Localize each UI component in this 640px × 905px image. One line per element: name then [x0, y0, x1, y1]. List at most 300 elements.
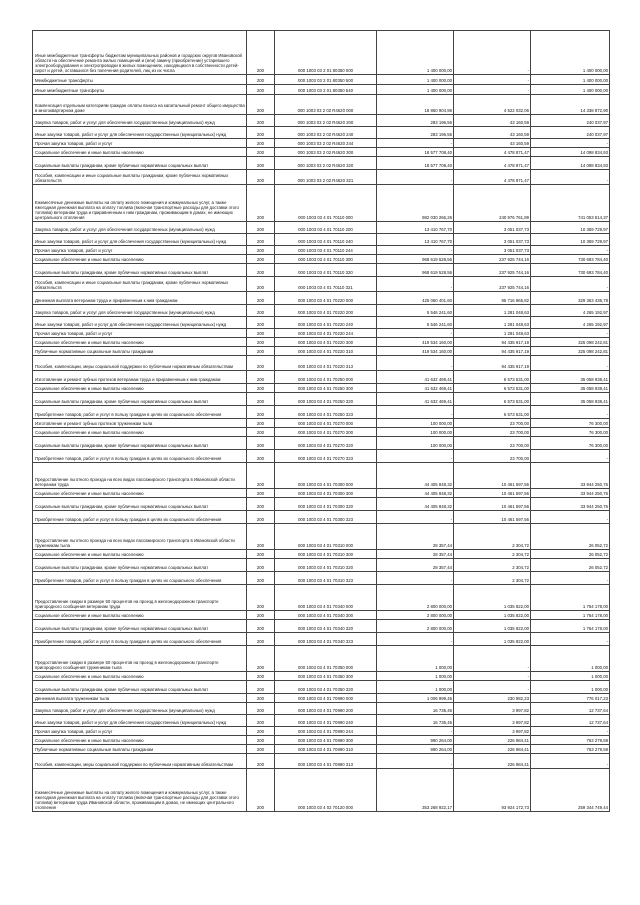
row-kbk-cell: 000 1003 03 4 01 70990 200 — [275, 703, 377, 715]
row-plan-cell: 1 000,00 — [377, 672, 454, 681]
row-rest-cell: 14 338 872,90 — [531, 95, 610, 115]
row-name-cell: Пособия, компенсации, меры социальной поддержки по публичным нормативным обязательствам — [33, 356, 247, 371]
row-code-cell: 200 — [247, 222, 275, 234]
row-code-cell: 200 — [247, 703, 275, 715]
row-kbk-cell: 000 1003 03 2 02 R4620 240 — [275, 127, 377, 139]
row-name-cell: Денежная выплата труженикам тыла — [33, 694, 247, 703]
row-kbk-cell: 000 1003 03 2 02 R4620 320 — [275, 157, 377, 170]
row-plan-cell: 18 577 708,40 — [377, 148, 454, 157]
row-rest-cell: - — [531, 633, 610, 646]
table-row — [33, 611, 610, 620]
row-code-cell: 200 — [247, 148, 275, 157]
row-kbk-cell: 000 1003 03 4 01 70300 323 — [275, 511, 377, 524]
row-kbk-cell: 000 1003 03 4 01 70250 323 — [275, 406, 377, 419]
row-name-cell: Иные закупки товаров, работ и услуг для обеспечения государственных (муниципальных) нужд — [33, 317, 247, 329]
row-exec-cell: 94 435 917,19 — [454, 356, 531, 371]
row-kbk-cell: 000 1003 03 4 01 70310 300 — [275, 550, 377, 559]
row-code-cell: 200 — [247, 85, 275, 95]
row-plan-cell: - — [377, 727, 454, 736]
row-name-cell: Закупка товаров, работ и услуг для обеспечения государственных (муниципальных) нужд — [33, 115, 247, 127]
row-kbk-cell: 000 1003 03 4 01 70350 000 — [275, 646, 377, 672]
row-exec-cell: 1 281 048,63 — [454, 329, 531, 338]
row-kbk-cell: 000 1003 03 4 01 70340 300 — [275, 611, 377, 620]
table-row — [33, 264, 610, 277]
row-code-cell: 200 — [247, 406, 275, 419]
row-exec-cell: 4 522 032,06 — [454, 95, 531, 115]
row-code-cell: 200 — [247, 277, 275, 292]
row-name-cell: Социальные выплаты гражданам, кроме публичных нормативных социальных выплат — [33, 559, 247, 572]
table-row — [33, 329, 610, 338]
row-kbk-cell: 000 1003 03 4 01 70990 310 — [275, 745, 377, 754]
row-kbk-cell: 000 1003 03 4 01 70110 320 — [275, 264, 377, 277]
row-code-cell: 200 — [247, 139, 275, 148]
row-rest-cell: - — [531, 246, 610, 255]
table-row — [33, 170, 610, 185]
row-name-cell: Публичные нормативные социальные выплаты гражданам — [33, 745, 247, 754]
row-plan-cell: 1 000,00 — [377, 646, 454, 672]
row-rest-cell: - — [531, 406, 610, 419]
table-row — [33, 127, 610, 139]
row-exec-cell: 23 700,00 — [454, 428, 531, 437]
table-row — [33, 646, 610, 672]
row-rest-cell: 12 737,64 — [531, 715, 610, 727]
row-plan-cell: 16 735,46 — [377, 703, 454, 715]
row-name-cell: Предоставление скидки в размере 50 процентов на проезд в железнодорожном транспорте пригородного сообщения труженикам тыла — [33, 646, 247, 672]
row-rest-cell: 4 265 192,97 — [531, 305, 610, 317]
row-exec-cell: 1 035 822,00 — [454, 633, 531, 646]
row-name-cell: Пособия, компенсации, меры социальной поддержки по публичным нормативным обязательствам — [33, 754, 247, 769]
row-name-cell: Закупка товаров, работ и услуг для обеспечения государственных (муниципальных) нужд — [33, 222, 247, 234]
row-rest-cell: - — [531, 511, 610, 524]
row-kbk-cell: 000 1003 03 4 01 70990 244 — [275, 727, 377, 736]
row-plan-cell: 28 357,44 — [377, 524, 454, 550]
row-kbk-cell: 000 1003 03 2 02 R4620 300 — [275, 148, 377, 157]
row-name-cell: Ежемесячные денежные выплаты на оплату жилого помещения и коммунальных услуг, а также ежегодная денежная выплата на оплату топлива (включая транспортные расходы для доставки этого топлива) ветеранам труда Ивановской области, проживающим в домах, не имеющих центрального отопления — [33, 769, 247, 812]
row-rest-cell: 26 052,72 — [531, 550, 610, 559]
row-exec-cell: 6 573 531,00 — [454, 384, 531, 393]
row-plan-cell: 419 534 160,00 — [377, 338, 454, 347]
row-rest-cell: 730 693 784,40 — [531, 255, 610, 264]
row-plan-cell: 41 632 469,41 — [377, 371, 454, 384]
table-row — [33, 85, 610, 95]
row-kbk-cell: 000 1003 03 2 02 R4620 200 — [275, 115, 377, 127]
row-name-cell: Иные межбюджетные трансферты — [33, 85, 247, 95]
row-code-cell: 200 — [247, 736, 275, 745]
row-kbk-cell: 000 1003 03 4 01 70250 320 — [275, 393, 377, 406]
row-plan-cell: 990 264,00 — [377, 736, 454, 745]
table-row — [33, 317, 610, 329]
row-name-cell: Компенсация отдельным категориям граждан оплаты взноса на капитальный ремонт общего имущества в многоквартирном доме — [33, 95, 247, 115]
row-name-cell: Прочая закупка товаров, работ и услуг — [33, 139, 247, 148]
row-name-cell: Прочая закупка товаров, работ и услуг — [33, 329, 247, 338]
row-rest-cell: 1 764 178,00 — [531, 585, 610, 611]
row-name-cell: Социальные выплаты гражданам, кроме публичных нормативных социальных выплат — [33, 393, 247, 406]
row-plan-cell: 968 619 528,56 — [377, 255, 454, 264]
row-rest-cell: - — [531, 277, 610, 292]
row-exec-cell: 2 304,72 — [454, 572, 531, 585]
row-name-cell: Иные межбюджетные трансферты бюджетам муниципальных районов и городских округов Ивановской области на обеспечение ремонта жилых помещений и (или) замену (приобретение) устаревшего электрооборудования и электропроводки в жилых помещениях, находящихся в собственности детей-сирот и детей, оставшихся без попечения родителей, лиц из их числа — [33, 31, 247, 75]
row-plan-cell: 1 006 999,46 — [377, 694, 454, 703]
row-name-cell: Социальные выплаты гражданам, кроме публичных нормативных социальных выплат — [33, 620, 247, 633]
row-plan-cell: - — [377, 572, 454, 585]
row-code-cell: 200 — [247, 559, 275, 572]
report-table — [32, 30, 609, 812]
table-row — [33, 703, 610, 715]
row-code-cell: 200 — [247, 715, 275, 727]
table-row — [33, 559, 610, 572]
row-plan-cell: 2 800 000,00 — [377, 620, 454, 633]
row-name-cell: Изготовление и ремонт зубных протезов ветеранам труда и приравненным к ним гражданам — [33, 371, 247, 384]
row-exec-cell: 230 982,23 — [454, 694, 531, 703]
row-name-cell: Пособия, компенсации и иные социальные выплаты гражданам, кроме публичных нормативных обязательств — [33, 277, 247, 292]
row-rest-cell: 10 359 729,97 — [531, 222, 610, 234]
row-rest-cell: 35 058 938,41 — [531, 371, 610, 384]
row-code-cell: 200 — [247, 246, 275, 255]
row-kbk-cell: 000 1003 03 4 01 70110 321 — [275, 277, 377, 292]
row-exec-cell: 10 461 597,56 — [454, 489, 531, 498]
table-row — [33, 419, 610, 428]
row-rest-cell: 325 098 242,81 — [531, 338, 610, 347]
table-row — [33, 550, 610, 559]
table-row — [33, 437, 610, 450]
row-name-cell: Изготовление и ремонт зубных протезов труженикам тыла — [33, 419, 247, 428]
row-kbk-cell: 000 1003 03 4 01 70220 240 — [275, 317, 377, 329]
row-name-cell: Социальные выплаты гражданам, кроме публичных нормативных социальных выплат — [33, 681, 247, 694]
row-rest-cell: 10 359 729,97 — [531, 234, 610, 246]
row-plan-cell: 28 357,44 — [377, 559, 454, 572]
row-kbk-cell: 000 1003 03 4 01 70220 310 — [275, 347, 377, 356]
row-kbk-cell: 000 1003 03 4 01 70110 300 — [275, 255, 377, 264]
table-row — [33, 356, 610, 371]
row-exec-cell: 23 700,00 — [454, 437, 531, 450]
row-exec-cell: 10 461 597,56 — [454, 463, 531, 489]
row-name-cell: Приобретение товаров, работ и услуг в пользу граждан в целях их социального обеспечения — [33, 511, 247, 524]
table-row — [33, 694, 610, 703]
row-rest-cell: 1 000,00 — [531, 646, 610, 672]
row-kbk-cell: 000 1003 03 4 01 70990 240 — [275, 715, 377, 727]
row-exec-cell: 10 461 597,56 — [454, 498, 531, 511]
row-plan-cell: 283 196,56 — [377, 127, 454, 139]
row-rest-cell: 1 400 000,00 — [531, 75, 610, 85]
row-name-cell: Публичные нормативные социальные выплаты гражданам — [33, 347, 247, 356]
row-rest-cell: 1 400 000,00 — [531, 31, 610, 75]
row-rest-cell: 1 000,00 — [531, 672, 610, 681]
table-row — [33, 463, 610, 489]
row-plan-cell: - — [377, 356, 454, 371]
row-exec-cell: 4 478 871,47 — [454, 148, 531, 157]
row-rest-cell: - — [531, 329, 610, 338]
row-kbk-cell: 000 1003 03 4 01 70220 000 — [275, 292, 377, 305]
row-rest-cell: 14 098 834,93 — [531, 148, 610, 157]
table-row — [33, 31, 610, 75]
row-kbk-cell: 000 1003 03 4 01 70300 300 — [275, 489, 377, 498]
row-code-cell: 200 — [247, 572, 275, 585]
row-exec-cell: 94 435 917,19 — [454, 347, 531, 356]
table-row — [33, 633, 610, 646]
row-rest-cell: 259 344 749,44 — [531, 769, 610, 812]
table-row — [33, 393, 610, 406]
row-exec-cell: 3 997,82 — [454, 715, 531, 727]
row-code-cell: 200 — [247, 754, 275, 769]
row-exec-cell: - — [454, 646, 531, 672]
row-rest-cell: 33 944 250,76 — [531, 489, 610, 498]
row-kbk-cell: 000 1003 03 4 01 70300 320 — [275, 498, 377, 511]
row-code-cell: 200 — [247, 511, 275, 524]
row-code-cell: 200 — [247, 450, 275, 463]
table-row — [33, 246, 610, 255]
table-row — [33, 292, 610, 305]
row-name-cell: Приобретение товаров, работ и услуг в пользу граждан в целях их социального обеспечения — [33, 406, 247, 419]
table-row — [33, 406, 610, 419]
row-exec-cell: 6 573 531,00 — [454, 393, 531, 406]
row-name-cell: Предоставление скидки в размере 50 процентов на проезд в железнодорожном транспорте пригородного сообщения ветеранам труда — [33, 585, 247, 611]
row-exec-cell: 1 035 822,00 — [454, 611, 531, 620]
row-name-cell: Социальное обеспечение и иные выплаты населению — [33, 255, 247, 264]
table-row — [33, 185, 610, 222]
row-code-cell: 200 — [247, 264, 275, 277]
row-name-cell: Предоставление льготного проезда на всех видах пассажирского транспорта в Ивановской области труженикам тыла — [33, 524, 247, 550]
row-plan-cell: 13 410 767,70 — [377, 234, 454, 246]
row-exec-cell: 226 984,41 — [454, 745, 531, 754]
table-row — [33, 715, 610, 727]
row-kbk-cell: 000 1003 03 4 01 70340 000 — [275, 585, 377, 611]
row-code-cell: 200 — [247, 419, 275, 428]
row-rest-cell: 4 265 192,97 — [531, 317, 610, 329]
row-plan-cell: - — [377, 450, 454, 463]
row-rest-cell: 1 764 178,00 — [531, 611, 610, 620]
row-kbk-cell: 000 1003 03 4 01 70990 313 — [275, 754, 377, 769]
row-name-cell: Социальное обеспечение и иные выплаты населению — [33, 384, 247, 393]
row-rest-cell: 741 053 514,37 — [531, 185, 610, 222]
row-name-cell: Социальное обеспечение и иные выплаты населению — [33, 611, 247, 620]
row-plan-cell: - — [377, 511, 454, 524]
row-kbk-cell: 000 1003 03 2 02 R4620 321 — [275, 170, 377, 185]
row-rest-cell: 776 017,23 — [531, 694, 610, 703]
table-row — [33, 727, 610, 736]
row-rest-cell: 26 052,72 — [531, 524, 610, 550]
row-plan-cell: 44 405 848,32 — [377, 463, 454, 489]
row-name-cell: Иные закупки товаров, работ и услуг для обеспечения государственных (муниципальных) нужд — [33, 234, 247, 246]
row-rest-cell: 33 944 250,76 — [531, 463, 610, 489]
row-exec-cell: - — [454, 31, 531, 75]
row-plan-cell: 5 546 241,60 — [377, 317, 454, 329]
row-name-cell: Социальное обеспечение и иные выплаты населению — [33, 338, 247, 347]
row-rest-cell: 76 300,00 — [531, 437, 610, 450]
table-row — [33, 148, 610, 157]
row-plan-cell: 2 800 000,00 — [377, 611, 454, 620]
table-row — [33, 277, 610, 292]
row-plan-cell: 100 000,00 — [377, 419, 454, 428]
row-name-cell: Прочая закупка товаров, работ и услуг — [33, 246, 247, 255]
row-rest-cell: 12 737,64 — [531, 703, 610, 715]
row-name-cell: Приобретение товаров, работ и услуг в пользу граждан в целях их социального обеспечения — [33, 633, 247, 646]
row-exec-cell: 4 478 871,47 — [454, 170, 531, 185]
table-row — [33, 95, 610, 115]
row-code-cell: 200 — [247, 611, 275, 620]
row-plan-cell: 982 030 266,26 — [377, 185, 454, 222]
table-row — [33, 754, 610, 769]
row-kbk-cell: 000 1003 03 4 02 70120 000 — [275, 769, 377, 812]
row-kbk-cell: 000 1003 03 4 01 70250 300 — [275, 384, 377, 393]
table-row — [33, 524, 610, 550]
row-code-cell: 200 — [247, 524, 275, 550]
table-row — [33, 572, 610, 585]
row-rest-cell: 14 098 834,93 — [531, 157, 610, 170]
table-row — [33, 139, 610, 148]
row-kbk-cell: 000 1003 03 4 01 70990 000 — [275, 694, 377, 703]
row-rest-cell: - — [531, 450, 610, 463]
row-code-cell: 200 — [247, 633, 275, 646]
row-name-cell: Прочая закупка товаров, работ и услуг — [33, 727, 247, 736]
row-name-cell: Социальное обеспечение и иные выплаты населению — [33, 736, 247, 745]
row-exec-cell: 23 700,00 — [454, 419, 531, 428]
row-code-cell: 200 — [247, 75, 275, 85]
row-kbk-cell: 000 1003 03 2 01 80350 540 — [275, 85, 377, 95]
row-exec-cell: 6 573 531,00 — [454, 371, 531, 384]
row-exec-cell: 93 924 172,73 — [454, 769, 531, 812]
row-plan-cell: - — [377, 277, 454, 292]
row-rest-cell: 76 300,00 — [531, 428, 610, 437]
row-kbk-cell: 000 1003 03 4 01 70270 300 — [275, 428, 377, 437]
row-name-cell: Иные закупки товаров, работ и услуг для обеспечения государственных (муниципальных) нужд — [33, 715, 247, 727]
table-row — [33, 115, 610, 127]
row-code-cell: 200 — [247, 620, 275, 633]
row-kbk-cell: 000 1003 03 4 01 70310 323 — [275, 572, 377, 585]
row-code-cell: 200 — [247, 170, 275, 185]
row-plan-cell: 1 000,00 — [377, 681, 454, 694]
table-row — [33, 75, 610, 85]
row-code-cell: 200 — [247, 463, 275, 489]
row-name-cell: Социальное обеспечение и иные выплаты населению — [33, 148, 247, 157]
row-rest-cell: - — [531, 170, 610, 185]
row-kbk-cell: 000 1003 03 4 01 70110 244 — [275, 246, 377, 255]
row-exec-cell: 3 051 037,73 — [454, 246, 531, 255]
row-rest-cell: - — [531, 754, 610, 769]
row-plan-cell: - — [377, 170, 454, 185]
row-plan-cell: - — [377, 139, 454, 148]
row-kbk-cell: 000 1003 03 4 01 70340 323 — [275, 633, 377, 646]
table-row — [33, 450, 610, 463]
row-rest-cell: 240 037,97 — [531, 115, 610, 127]
row-rest-cell: 763 279,59 — [531, 736, 610, 745]
row-kbk-cell: 000 1003 03 4 01 70220 300 — [275, 338, 377, 347]
table-row — [33, 222, 610, 234]
row-rest-cell: 1 400 000,00 — [531, 85, 610, 95]
row-plan-cell: 18 860 904,96 — [377, 95, 454, 115]
row-name-cell: Ежемесячные денежные выплаты на оплату жилого помещения и коммунальных услуг, а также ежегодная денежная выплата на оплату топлива (включая транспортные расходы для доставки этого топлива) ветеранам труда и приравненным к ним гражданам, проживающим в домах, не имеющих центрального отопления — [33, 185, 247, 222]
table-row — [33, 347, 610, 356]
row-code-cell: 200 — [247, 428, 275, 437]
row-exec-cell: 237 925 744,16 — [454, 264, 531, 277]
row-plan-cell: 1 400 000,00 — [377, 75, 454, 85]
row-exec-cell: 43 160,59 — [454, 115, 531, 127]
row-code-cell: 200 — [247, 681, 275, 694]
row-rest-cell: - — [531, 356, 610, 371]
row-code-cell: 200 — [247, 292, 275, 305]
row-name-cell: Социальное обеспечение и иные выплаты населению — [33, 489, 247, 498]
row-plan-cell: 28 357,44 — [377, 550, 454, 559]
row-plan-cell: 13 410 767,70 — [377, 222, 454, 234]
row-name-cell: Закупка товаров, работ и услуг для обеспечения государственных (муниципальных) нужд — [33, 703, 247, 715]
row-name-cell: Приобретение товаров, работ и услуг в пользу граждан в целях их социального обеспечения — [33, 572, 247, 585]
row-name-cell: Межбюджетные трансферты — [33, 75, 247, 85]
row-plan-cell: 968 619 528,56 — [377, 264, 454, 277]
row-code-cell: 200 — [247, 338, 275, 347]
row-name-cell: Социальное обеспечение и иные выплаты населению — [33, 550, 247, 559]
row-kbk-cell: 000 1003 03 4 01 70310 320 — [275, 559, 377, 572]
row-plan-cell: 425 060 401,60 — [377, 292, 454, 305]
table-row — [33, 511, 610, 524]
row-kbk-cell: 000 1003 03 4 01 70350 300 — [275, 672, 377, 681]
row-plan-cell: 1 400 000,00 — [377, 31, 454, 75]
row-kbk-cell: 000 1003 03 2 02 R4620 244 — [275, 139, 377, 148]
row-kbk-cell: 000 1003 03 4 01 70990 300 — [275, 736, 377, 745]
row-plan-cell: - — [377, 633, 454, 646]
row-kbk-cell: 000 1003 03 4 01 70300 000 — [275, 463, 377, 489]
row-kbk-cell: 000 1003 03 2 01 80350 000 — [275, 31, 377, 75]
row-rest-cell: 26 052,72 — [531, 559, 610, 572]
row-kbk-cell: 000 1003 03 2 01 80350 500 — [275, 75, 377, 85]
table-row — [33, 338, 610, 347]
row-plan-cell: 283 196,56 — [377, 115, 454, 127]
row-code-cell: 200 — [247, 305, 275, 317]
table-body — [33, 31, 610, 812]
row-plan-cell: 990 264,00 — [377, 745, 454, 754]
table-row — [33, 234, 610, 246]
row-code-cell: 200 — [247, 393, 275, 406]
row-kbk-cell: 000 1003 03 4 01 70310 000 — [275, 524, 377, 550]
row-kbk-cell: 000 1003 03 4 01 70350 320 — [275, 681, 377, 694]
table-row — [33, 371, 610, 384]
row-name-cell: Приобретение товаров, работ и услуг в пользу граждан в целях их социального обеспечения — [33, 450, 247, 463]
row-exec-cell: 237 925 744,16 — [454, 255, 531, 264]
row-code-cell: 200 — [247, 745, 275, 754]
row-kbk-cell: 000 1003 03 4 01 70110 200 — [275, 222, 377, 234]
row-name-cell: Социальные выплаты гражданам, кроме публичных нормативных социальных выплат — [33, 437, 247, 450]
row-exec-cell: 226 984,41 — [454, 736, 531, 745]
row-exec-cell: 3 051 037,73 — [454, 234, 531, 246]
row-code-cell: 200 — [247, 769, 275, 812]
row-rest-cell: 240 037,97 — [531, 127, 610, 139]
row-exec-cell: 3 051 037,73 — [454, 222, 531, 234]
row-exec-cell: 1 035 822,00 — [454, 620, 531, 633]
row-kbk-cell: 000 1003 03 4 01 70220 244 — [275, 329, 377, 338]
row-code-cell: 200 — [247, 646, 275, 672]
row-kbk-cell: 000 1003 03 4 01 70270 323 — [275, 450, 377, 463]
row-name-cell: Социальные выплаты гражданам, кроме публичных нормативных социальных выплат — [33, 264, 247, 277]
row-exec-cell: 226 984,41 — [454, 754, 531, 769]
table-row — [33, 681, 610, 694]
row-code-cell: 200 — [247, 317, 275, 329]
row-exec-cell: 43 160,59 — [454, 127, 531, 139]
row-plan-cell: 44 405 848,32 — [377, 498, 454, 511]
row-exec-cell: 23 700,00 — [454, 450, 531, 463]
row-name-cell: Социальное обеспечение и иные выплаты населению — [33, 672, 247, 681]
row-code-cell: 200 — [247, 489, 275, 498]
table-row — [33, 745, 610, 754]
table-row — [33, 672, 610, 681]
row-code-cell: 200 — [247, 127, 275, 139]
row-rest-cell: - — [531, 572, 610, 585]
row-kbk-cell: 000 1003 03 4 01 70220 313 — [275, 356, 377, 371]
row-exec-cell: - — [454, 672, 531, 681]
row-rest-cell: - — [531, 139, 610, 148]
row-code-cell: 200 — [247, 95, 275, 115]
table-row — [33, 498, 610, 511]
row-exec-cell: 94 435 917,19 — [454, 338, 531, 347]
table-row — [33, 489, 610, 498]
row-code-cell: 200 — [247, 727, 275, 736]
